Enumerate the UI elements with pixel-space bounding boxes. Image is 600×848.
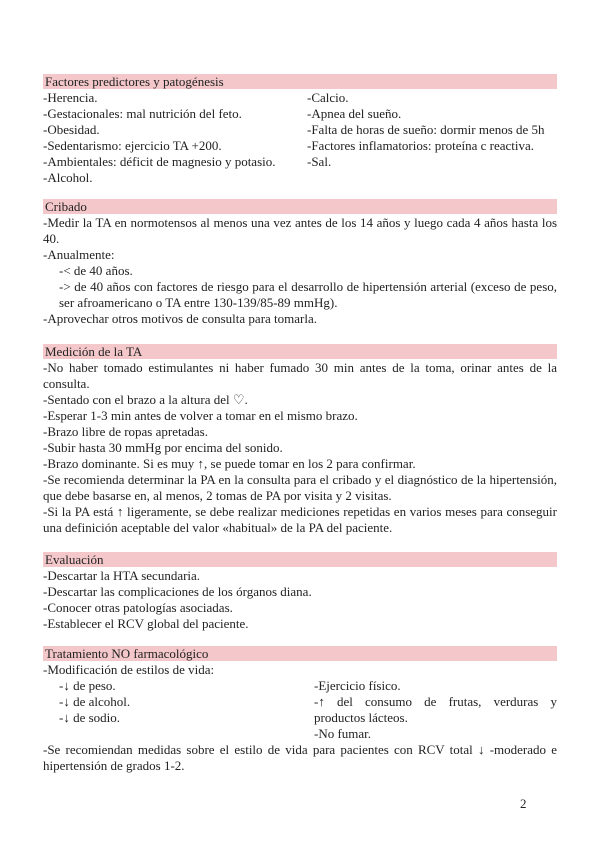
list-item: -Falta de horas de sueño: dormir menos de 5h [307,122,545,137]
list-item: -Brazo dominante. Si es muy ↑, se puede tomar en los 2 para confirmar. [43,456,416,471]
section-factores [43,74,557,186]
list-item: -Establecer el RCV global del paciente. [43,616,249,631]
list-item: -Factores inflamatorios: proteína c reactiva. [307,138,535,153]
item-list [43,568,557,632]
list-item: -Se recomiendan medidas sobre el estilo de vida para pacientes con RCV total ↓ -moderado e hipertensión de grados 1-2. [43,742,557,773]
list-item: -Gestacionales: mal nutrición del feto. [43,106,242,121]
section-heading: Cribado [43,199,557,214]
section-heading: Tratamiento NO farmacológico [43,646,557,661]
list-item: -> de 40 años con factores de riesgo para el desarrollo de hipertensión arterial (exceso de peso, ser afroamericano o TA entre 130-139/85-89 mmHg). [59,279,557,310]
list-item: -No fumar. [314,726,372,741]
list-item: -Esperar 1-3 min antes de volver a tomar en el mismo brazo. [43,408,358,423]
item-list [43,215,557,327]
list-item: -Alcohol. [43,170,93,185]
page-number: 2 [520,796,527,811]
list-item: -Se recomienda determinar la PA en la consulta para el cribado y el diagnóstico de la hipertensión, que debe basarse en, al menos, 2 tomas de PA por visita y 2 visitas. [43,472,557,503]
item-list [43,360,557,536]
list-item: -Sedentarismo: ejercicio TA +200. [43,138,222,153]
list-item: -↓ de sodio. [59,710,121,725]
list-item: -Ejercicio físico. [314,678,401,693]
section-cribado [43,199,557,327]
section-tratamiento [43,646,557,774]
list-item: -Sentado con el brazo a la altura del ♡. [43,392,248,407]
section-medicion [43,344,557,536]
section-heading: Medición de la TA [43,344,557,359]
list-item: -Si la PA está ↑ ligeramente, se debe realizar mediciones repetidas en varios meses para conseguir una definición aceptable del valor «habitual» de la PA del paciente. [43,504,557,535]
list-item: -No haber tomado estimulantes ni haber fumado 30 min antes de la toma, orinar antes de la consulta. [43,360,557,391]
list-item: -Conocer otras patologías asociadas. [43,600,233,615]
list-item: -Descartar las complicaciones de los órganos diana. [43,584,312,599]
section-evaluacion [43,552,557,632]
list-item: -Calcio. [307,90,349,105]
list-item: -Obesidad. [43,122,100,137]
list-item: -Descartar la HTA secundaria. [43,568,201,583]
list-item: -< de 40 años. [59,263,133,278]
section-heading: Evaluación [43,552,557,567]
left-column [43,678,314,742]
list-item: -Subir hasta 30 mmHg por encima del sonido. [43,440,283,455]
list-item: -Medir la TA en normotensos al menos una vez antes de los 14 años y luego cada 4 años hasta los 40. [43,215,557,246]
list-item: -↑ del consumo de frutas, verduras y productos lácteos. [314,694,557,725]
left-column [43,90,307,186]
section-heading: Factores predictores y patogénesis [43,74,557,89]
list-item: -Modificación de estilos de vida: [43,662,215,677]
list-item: -Herencia. [43,90,98,105]
list-item: -↓ de peso. [59,678,116,693]
list-item: -Ambientales: déficit de magnesio y potasio. [43,154,276,169]
list-item: -Apnea del sueño. [307,106,402,121]
list-item: -Anualmente: [43,247,115,262]
list-item: -↓ de alcohol. [59,694,131,709]
list-item: -Aprovechar otros motivos de consulta para tomarla. [43,311,317,326]
list-item: -Brazo libre de ropas apretadas. [43,424,208,439]
right-column [314,678,557,742]
right-column [307,90,557,186]
list-item: -Sal. [307,154,332,169]
